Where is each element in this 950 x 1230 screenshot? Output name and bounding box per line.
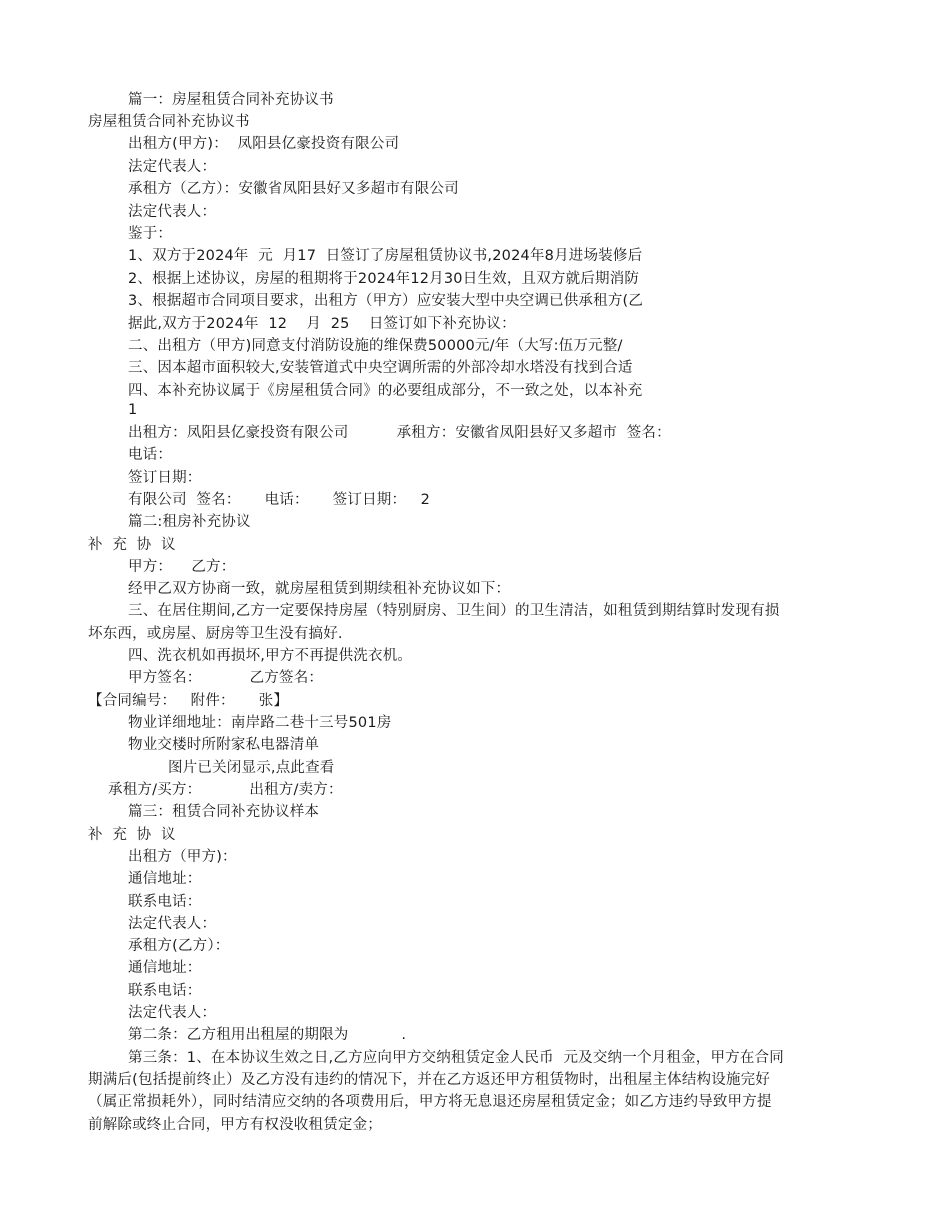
page-number: 1 <box>128 402 138 418</box>
clause-line: 3、根据超市合同项目要求，出租方（甲方）应安装大型中央空调已供承租方(乙 <box>128 293 644 309</box>
whereas-line: 鉴于： <box>128 226 173 242</box>
clause-line: 1、双方于2024年 元 月17 日签订了房屋租赁协议书,2024年8月进场装修后 <box>128 248 643 264</box>
signature-line: 有限公司 签名： 电话： 签订日期： 2 <box>128 492 431 508</box>
inventory-line: 物业交楼时所附家私电器清单 <box>128 737 320 753</box>
clause-line: 坏东西，或房屋、厨房等卫生没有搞好. <box>88 626 343 642</box>
sign-date-line: 签订日期： <box>128 470 202 486</box>
address-line: 通信地址： <box>128 871 202 887</box>
clause-line: 据此,双方于2024年 12 月 25 日签订如下补充协议： <box>128 316 516 332</box>
phone-line: 联系电话： <box>128 983 202 999</box>
document-title: 房屋租赁合同补充协议书 <box>88 114 250 130</box>
signature-line: 甲方签名： 乙方签名： <box>128 670 324 686</box>
body-line: 经甲乙双方协商一致，就房屋租赁到期续租补充协议如下： <box>128 581 511 597</box>
property-address-line: 物业详细地址：南岸路二巷十三号501房 <box>128 715 392 731</box>
lessor-line: 出租方（甲方)： <box>128 849 237 865</box>
lessor-line: 出租方(甲方)： 凤阳县亿豪投资有限公司 <box>128 136 400 152</box>
lessee-line: 承租方（乙方）：安徽省凤阳县好又多超市有限公司 <box>128 181 459 197</box>
section-heading-part-two: 篇二:租房补充协议 <box>128 514 251 530</box>
article-line: 期满后(包括提前终止）及乙方没有违约的情况下，并在乙方返还甲方租赁物时，出租屋主体结构设施完好 <box>88 1072 771 1088</box>
lessee-line: 承租方(乙方）： <box>128 938 230 954</box>
address-line: 通信地址： <box>128 960 202 976</box>
article-line: 第二条：乙方租用出租屋的期限为 . <box>128 1027 407 1043</box>
contract-number-line: 【合同编号： 附件： 张】 <box>88 693 289 709</box>
phone-line: 电话： <box>128 447 173 463</box>
legal-rep-line: 法定代表人： <box>128 204 217 220</box>
image-placeholder-link[interactable]: 图片已关闭显示,点此查看 <box>168 760 335 776</box>
section-heading-part-one: 篇一：房屋租赁合同补充协议书 <box>128 92 334 108</box>
clause-line: 二、出租方（甲方)同意支付消防设施的维保费50000元/年（大写:伍万元整/ <box>128 338 623 354</box>
clause-line: 四、本补充协议属于《房屋租赁合同》的必要组成部分，不一致之处，以本补充 <box>128 383 643 399</box>
agreement-title: 补 充 协 议 <box>88 537 176 553</box>
phone-line: 联系电话： <box>128 894 202 910</box>
clause-line: 2、根据上述协议，房屋的租期将于2024年12月30日生效，且双方就后期消防 <box>128 271 640 287</box>
legal-rep-line: 法定代表人： <box>128 159 217 175</box>
clause-line: 三、因本超市面积较大,安装管道式中央空调所需的外部冷却水塔没有找到合适 <box>128 360 633 376</box>
legal-rep-line: 法定代表人： <box>128 916 217 932</box>
signature-line: 承租方/买方： 出租方/卖方： <box>108 782 343 798</box>
agreement-title: 补 充 协 议 <box>88 827 176 843</box>
article-line: 第三条：1、在本协议生效之日,乙方应向甲方交纳租赁定金人民币 元及交纳一个月租金，甲方在合同 <box>128 1050 784 1066</box>
article-line: 前解除或终止合同，甲方有权没收租赁定金； <box>88 1117 382 1133</box>
legal-rep-line: 法定代表人： <box>128 1005 217 1021</box>
signature-line: 出租方：凤阳县亿豪投资有限公司 承租方：安徽省凤阳县好又多超市 签名： <box>128 425 671 441</box>
article-line: （属正常损耗外），同时结清应交纳的各项费用后，甲方将无息退还房屋租赁定金；如乙方违约导致甲方提 <box>88 1094 772 1110</box>
section-heading-part-three: 篇三：租赁合同补充协议样本 <box>128 804 320 820</box>
parties-line: 甲方： 乙方： <box>128 559 236 575</box>
clause-line: 四、洗衣机如再损坏,甲方不再提供洗衣机。 <box>128 648 413 664</box>
clause-line: 三、在居住期间,乙方一定要保持房屋（特别厨房、卫生间）的卫生清洁，如租赁到期结算时发现有损 <box>128 603 780 619</box>
